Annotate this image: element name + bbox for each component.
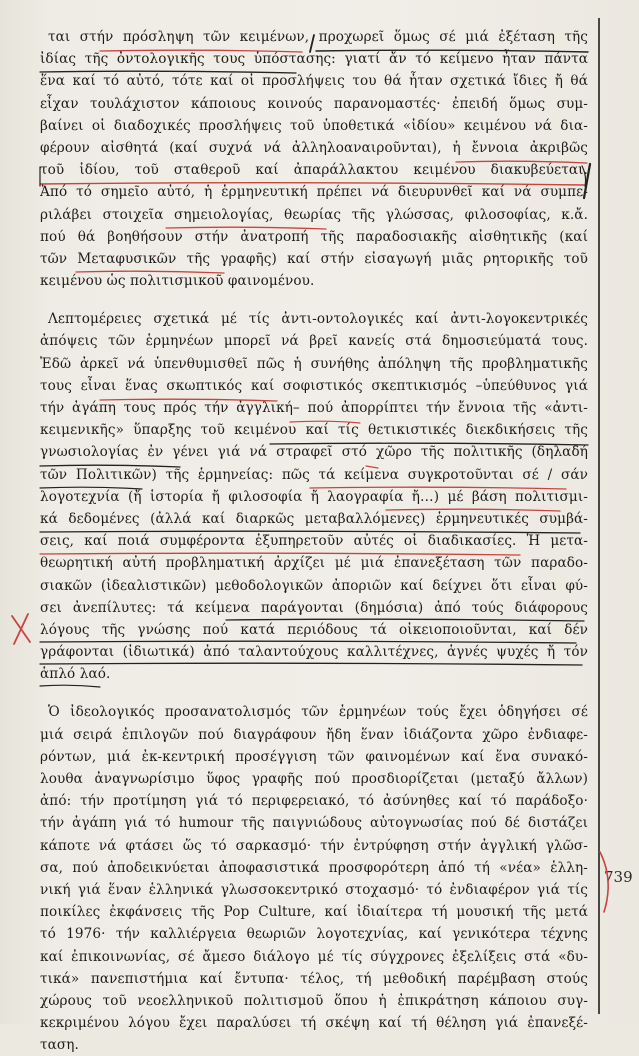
text-line: βαίνει οἱ διαδοχικές προσλήψεις τοῦ ὑποθετικά «ἰδίου» κειμένου νά δια- [40, 117, 588, 134]
text-line: κεκριμένου λόγου ἔχει παραλύσει τή σκέψη καί τή θέληση γιά ἐπανεξέ- [40, 1015, 588, 1032]
page-number: 739 [604, 868, 633, 886]
text-line: λόγους τῆς γνώσης πού κατά περιόδους τά οἰκειοποιοῦνται, καί δέν [40, 621, 588, 638]
paragraph-gap [40, 292, 588, 308]
paragraph-1 [40, 26, 588, 292]
text-line: ἁπλό λαό. [40, 666, 111, 683]
text-line: τήν ἀγάπη γιά τό humour τῆς παιγνιώδους αὐτογνωσίας πού δέ διστάζει [40, 815, 588, 832]
text-line: ταση. [40, 1037, 79, 1054]
text-line: ἀπό: τήν προτίμηση γιά τό περιφερειακό, τό ἀσύνηθες καί τό παράδοξο· [40, 793, 588, 810]
text-line: εἶχαν τουλάχιστον κάποιους κοινούς παρανομαστές· ἐπειδή ὅμως συμ- [40, 95, 588, 112]
text-line: κά δεδομένες (ἀλλά καί διαρκῶς μεταβαλλόμενες) ἑρμηνευτικές συμβά- [40, 510, 588, 527]
margin-vertical-rule [598, 18, 600, 1014]
text-line: τῶν Μεταφυσικῶν τῆς γραφῆς) καί στήν εἰσαγωγή μιᾶς ρητορικῆς τοῦ [40, 250, 588, 267]
text-line: τό 1976· τήν καλλιέργεια θεωριῶν λογοτεχνίας, καί γενικότερα τέχνης [40, 926, 588, 943]
text-line: ποικίλες ἐκφάνσεις τῆς Pop Culture, καί ἰδιαίτερα τή μουσική τῆς μετά [40, 904, 588, 921]
text-line: τήν ἀγάπη τους πρός τήν ἀγγλική– πού ἀπορρίπτει τήν ἔννοια τῆς «ἀντι- [40, 400, 588, 416]
text-line: ρόντων, μιά ἐκ-κεντρική προσέγγιση τῶν φαινομένων καί ἕνα συνακό- [40, 748, 588, 765]
text-line: θεωρητική αὐτή προβληματική ἀρχίζει μέ μιά ἐπανεξέταση τῶν παραδο- [40, 555, 588, 572]
text-line: Ἐδῶ ἀρκεῖ νά ὑπενθυμισθεῖ πῶς ἡ συνήθης ἀπόληψη τῆς προβληματικῆς [40, 355, 588, 372]
text-line: σει ἀνεπίλυτες: τά κείμενα παράγονται (δημόσια) ἀπό τούς διάφορους [40, 599, 588, 616]
paragraph-gap [40, 685, 588, 701]
text-line: φέρουν αἰσθητά (καί συχνά νά ἀλληλοαναιροῦνται), ἡ ἔννοια ἀκριβῶς [40, 139, 588, 156]
text-line: μιά σειρά ἐπιλογῶν πού διαγράφουν ἤδη ἕναν ἰδιάζοντα χῶρο ἐνδιαφε- [40, 726, 588, 743]
text-line: κειμενικῆς» ὕπαρξης τοῦ κειμένου καί τίς θετικιστικές διεκδικήσεις τῆς [40, 422, 588, 439]
text-line: σα, πού ἀποδεικνύεται ἀποφασιστικά προσφορότερη ἀπό τή «νέα» ἑλλη- [40, 859, 588, 876]
text-line: ται στήν πρόσληψη τῶν κειμένων, προχωρεῖ ὅμως σέ μιά ἐξέταση τῆς [48, 29, 588, 45]
text-line: ἀπόψεις τῶν ἑρμηνέων μπορεῖ νά βρεῖ κανείς στά δημοσιεύματά τους. [40, 333, 588, 350]
text-line: ριλάβει στοιχεῖα σημειολογίας, θεωρίας τῆς γλώσσας, φιλοσοφίας, κ.ἄ. [40, 206, 588, 223]
text-line: τικά» πανεπιστήμια καί ἔντυπα· τέλος, τή μεθοδική παρέμβαση στούς [40, 970, 588, 987]
text-line: καί ἐπικοινωνίας, σέ ἄμεσο διάλογο μέ τίς σύγχρονες ἐξελίξεις στά «δυ- [40, 948, 588, 965]
text-line: χώρους τοῦ νεοελληνικοῦ πολιτισμοῦ ὅπου ἡ ἐπικράτηση κάποιου συγ- [40, 992, 588, 1009]
text-line: πού θά βοηθήσουν στήν ἀνατροπή τῆς παραδοσιακῆς αἰσθητικῆς (καί [40, 228, 588, 245]
text-line: κάποτε νά φτάσει ὥς τό σαρκασμό· τήν ἐντρύφηση στήν ἀγγλική γλῶσ- [40, 837, 588, 854]
text-line: ἕνα καί τό αὐτό, τότε καί οἱ προσλήψεις του θά ἦταν σχετικά ἴδιες ἤ θά [40, 73, 588, 90]
paragraph-3 [40, 701, 588, 1056]
text-line: γνωσιολογίας ἐν γένει γιά νά στραφεῖ στό χῶρο τῆς πολιτικῆς (δηλαδή [40, 444, 588, 461]
text-line: Ἀπό τό σημεῖο αὐτό, ἡ ἑρμηνευτική πρέπει νά διευρυνθεῖ καί νά συμπε- [40, 184, 588, 201]
text-line: λογοτεχνία (ἤ ἱστορία ἤ φιλοσοφία ἤ λαογραφία ἤ…) μέ βάση πολιτισμι- [40, 488, 588, 505]
text-line: ἰδίας τῆς ὀντολογικῆς τους ὑπόστασης: γιατί ἄν τό κείμενο ἦταν πάντα [40, 51, 588, 68]
text-line: Ὁ ἰδεολογικός προσανατολισμός τῶν ἑρμηνέων τούς ἔχει ὁδηγήσει σέ [48, 704, 588, 721]
text-line: σεις, καί ποιά συμφέροντα ἐξυπηρετοῦν αὐτές οἱ διαδικασίες. Ἡ μετα- [40, 533, 588, 550]
paragraph-2 [40, 308, 588, 685]
text-line: σιακῶν (ἰδεαλιστικῶν) μεθοδολογικῶν ἀποριῶν καί δείχνει ὅτι εἶναι φύ- [40, 577, 588, 594]
text-line: τῶν Πολιτικῶν) τῆς ἑρμηνείας: πῶς τά κείμενα συγκροτοῦνται σέ / σάν [40, 466, 588, 483]
text-line: τοῦ ἰδίου, τοῦ σταθεροῦ καί ἀπαράλλακτου κειμένου διακυβεύεται. [40, 162, 588, 179]
body-text [40, 26, 588, 1056]
cross-mark [12, 614, 30, 644]
text-line: λουθα ἀναγνωρίσιμο ὕφος γραφῆς πού προσδιορίζεται (μεταξύ ἄλλων) [40, 771, 588, 787]
text-line: τους εἶναι ἕνας σκωπτικός καί σοφιστικός σκεπτικισμός –ὑπεύθυνος γιά [40, 377, 588, 394]
text-line: γράφονται (ἰδιωτικά) ἀπό ταλαντούχους καλλιτέχνες, ἁγνές ψυχές ἤ τόν [40, 644, 588, 661]
text-line: κειμένου ὡς πολιτισμικοῦ φαινομένου. [40, 273, 315, 290]
text-line: νική γιά ἕναν ἑλληνικά γλωσσοκεντρικό στοχασμό· τό ἐνδιαφέρον γιά τίς [40, 881, 588, 898]
text-line: Λεπτομέρειες σχετικά μέ τίς ἀντι-οντολογικές καί ἀντι-λογοκεντρικές [48, 311, 588, 328]
